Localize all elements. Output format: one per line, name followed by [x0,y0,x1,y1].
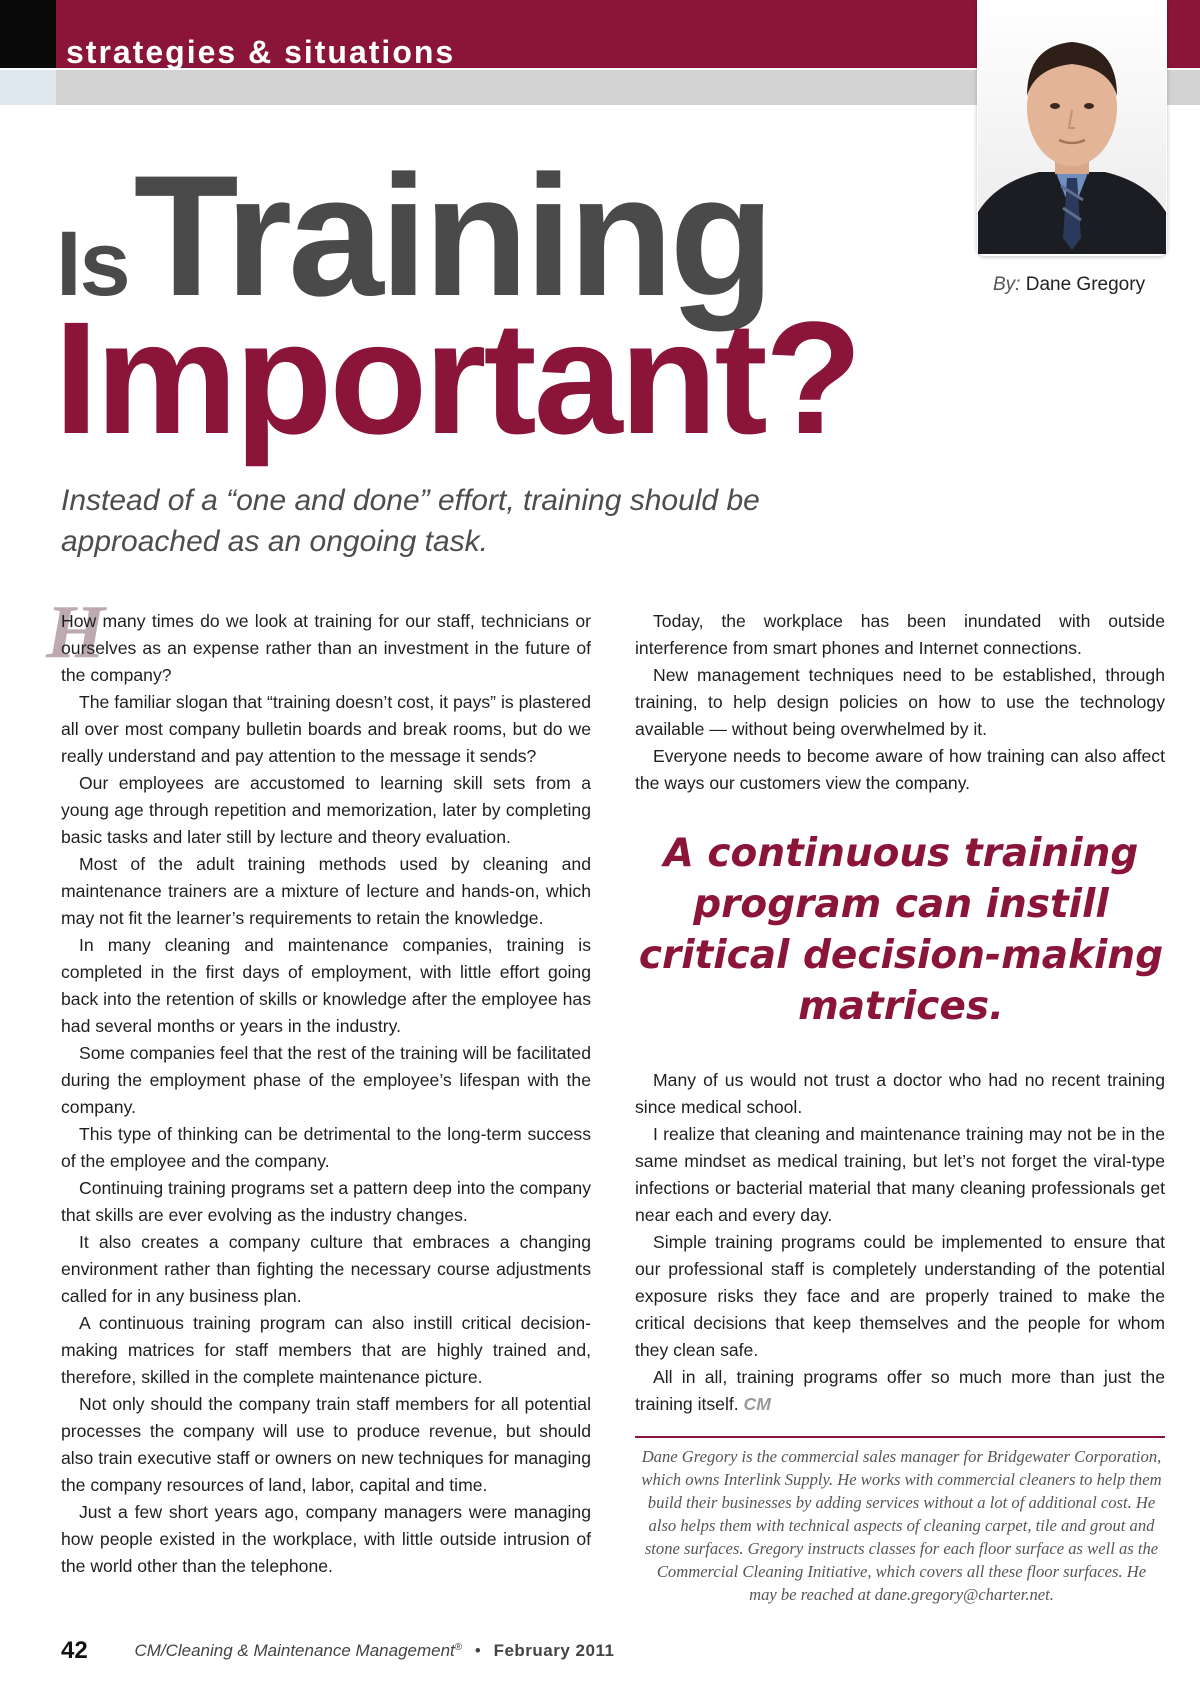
paragraph: The familiar slogan that “training doesn’t cost, it pays” is plastered all over most company bulletin boards and break rooms, but do we really understand and pay attention to the message it sends? [61,692,591,766]
corner-tab [0,0,56,68]
author-bio: Dane Gregory is the commercial sales manager for Bridgewater Corporation, which owns Interlink Supply. He works with commercial cleaners to help them build their businesses by adding services without a lot of additional cost. He also helps them with technical aspects of cleaning carpet, tile and grout and stone surfaces. Gregory instructs classes for each floor surface as well as the Commercial Cleaning Initiative, which covers all these floor surfaces. He may be reached at dane.gregory@charter.net. [641,1447,1162,1604]
paragraph: Just a few short years ago, company managers were managing how people existed in the workplace, with little outside intrusion of the world other than the telephone. [61,1502,591,1576]
left-column [61,608,591,1580]
paragraph: In many cleaning and maintenance companies, training is completed in the first days of employment, with little effort going back into the retention of skills or knowledge after the employee has had several months or years in the industry. [61,935,591,1036]
section-label [66,36,455,68]
corner-tab-light [0,70,56,105]
author-portrait-icon [977,0,1167,256]
headline-word-training: Training [133,140,771,332]
page-footer [61,1637,614,1665]
byline-prefix: By: [993,274,1021,295]
author-photo [977,0,1167,256]
closing-text: All in all, training programs offer so much more than just the training itself. [635,1367,1165,1414]
byline-author: Dane Gregory [1025,274,1146,295]
section-subband-right [1167,70,1200,105]
footer-bullet: • [474,1641,481,1660]
paragraph: A continuous training program can also instill critical decision-making matrices for staff members that are highly trained and, therefore, skilled in the complete maintenance picture. [61,1313,591,1387]
right-column-top [635,608,1165,797]
drop-cap: H [46,590,106,674]
paragraph: Continuing training programs set a pattern deep into the company that skills are ever evolving as the industry changes. [61,1178,591,1225]
paragraph: New management techniques need to be established, through training, to help design policies on how to use the technology available — without being overwhelmed by it. [635,665,1165,739]
paragraph: I realize that cleaning and maintenance training may not be in the same mindset as medical training, but let’s not forget the viral-type infections or bacterial material that many cleaning professionals get near each and every day. [635,1124,1165,1225]
section-label-light: strategies & [66,34,285,70]
page-number: 42 [61,1637,88,1664]
section-subband [56,70,978,105]
issue-date: February 2011 [493,1641,615,1660]
paragraph: This type of thinking can be detrimental to the long-term success of the employee and the company. [61,1124,591,1171]
end-mark: CM [743,1394,771,1414]
article-deck: Instead of a “one and done” effort, training should be approached as an ongoing task. [61,484,760,558]
paragraph: Some companies feel that the rest of the training will be facilitated during the employment phase of the employee’s lifespan with the company. [61,1043,591,1117]
bio-divider [635,1436,1165,1438]
paragraph: How many times do we look at training for our staff, technicians or ourselves as an expense rather than an investment in the future of the company? [61,611,591,685]
right-column-bottom [635,1067,1165,1418]
closing-paragraph [635,1364,1165,1418]
paragraph: Our employees are accustomed to learning skill sets from a young age through repetition and memorization, later by completing basic tasks and later still by lecture and theory evaluation. [61,773,591,847]
paragraph: Many of us would not trust a doctor who had no recent training since medical school. [635,1070,1165,1117]
paragraph: Today, the workplace has been inundated with outside interference from smart phones and Internet connections. [635,611,1165,658]
paragraph: It also creates a company culture that embraces a changing environment rather than fighting the necessary course adjustments called for in any business plan. [61,1232,591,1306]
paragraph: Not only should the company train staff members for all potential processes the company will use to produce revenue, but should also train executive staff or owners on new techniques for managing the company resources of land, labor, capital and time. [61,1394,591,1495]
byline [993,274,1145,296]
registered-mark: ® [454,1642,463,1653]
paragraph: Everyone needs to become aware of how training can also affect the ways our customers view the company. [635,746,1165,793]
paragraph: Simple training programs could be implemented to ensure that our professional staff is completely understanding of the potential exposure risks they face and are properly trained to make the critical decisions that keep themselves and the people for whom they clean safe. [635,1232,1165,1360]
paragraph: Most of the adult training methods used by cleaning and maintenance trainers are a mixture of lecture and hands-on, which may not fit the learner’s requirements to retain the knowledge. [61,854,591,928]
headline-word-important: Important? [54,288,860,467]
publication-name: CM/Cleaning & Maintenance Management [134,1641,455,1660]
section-band-right [1167,0,1200,68]
pull-quote: A continuous training program can instill critical decision-making matrices. [638,831,1164,1029]
section-label-bold: situations [284,34,456,70]
headline-word-is: Is [56,213,129,315]
